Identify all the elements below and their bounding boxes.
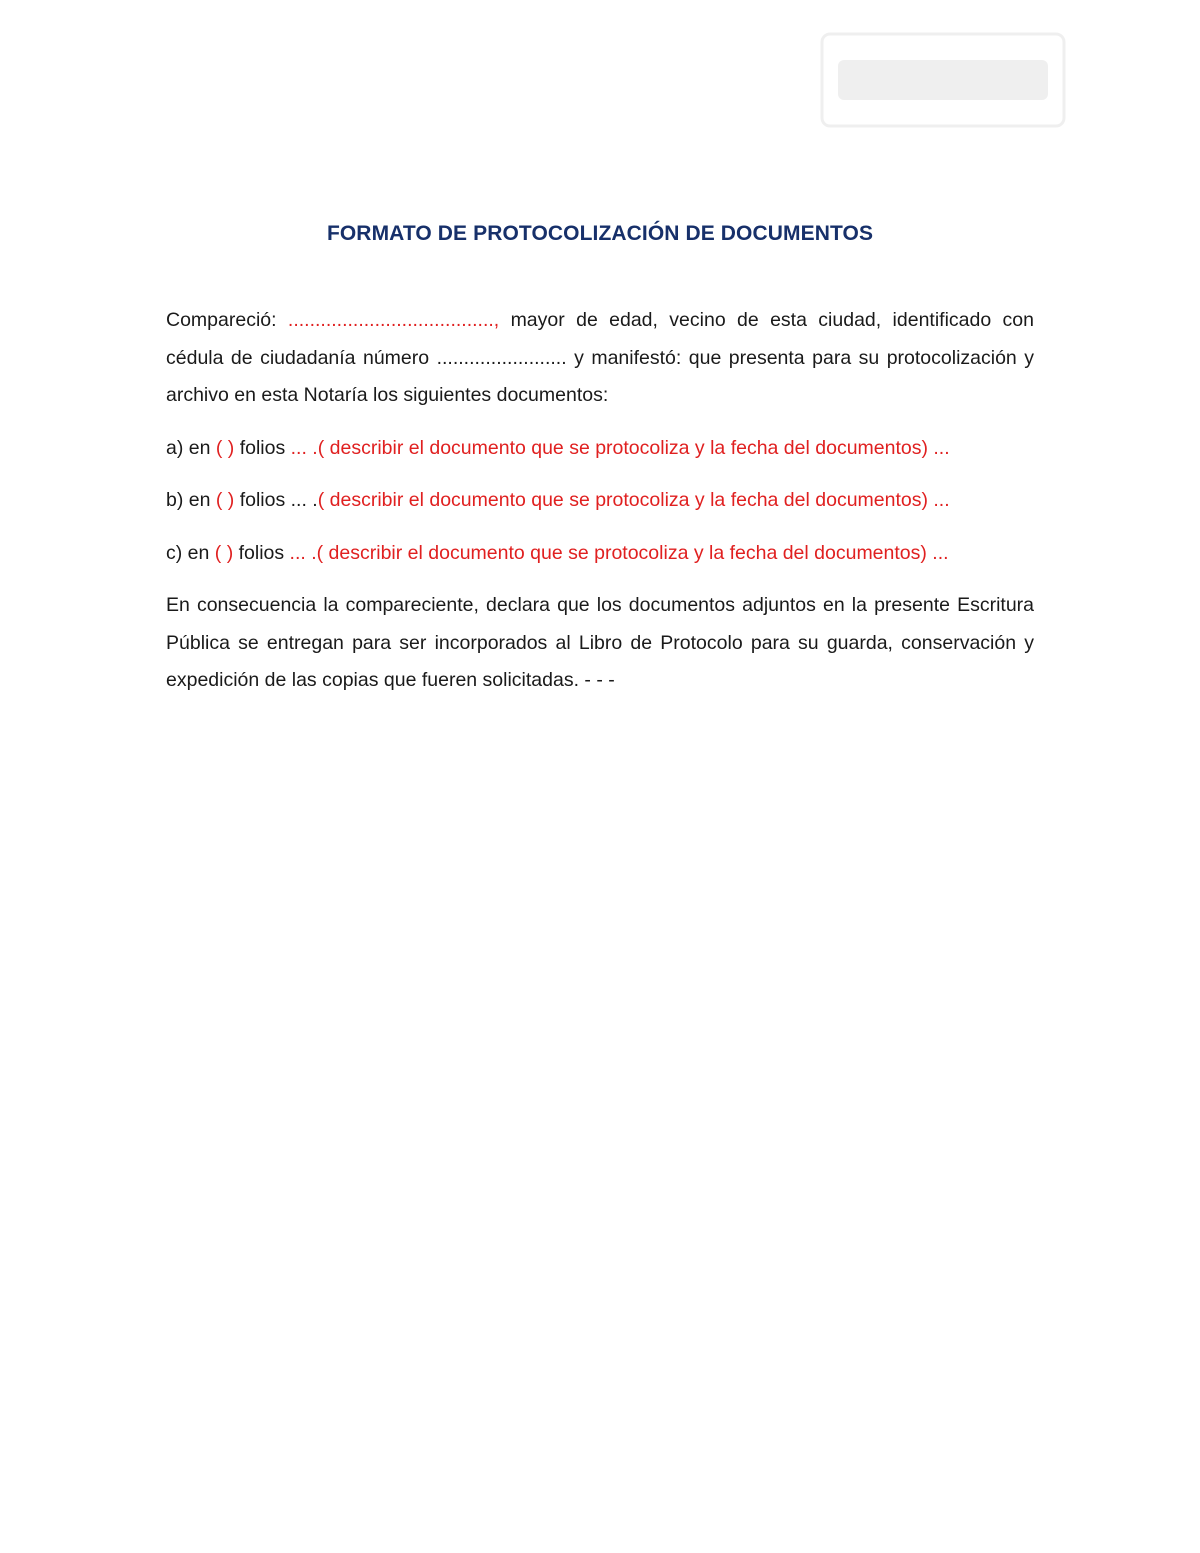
intro-paragraph	[166, 302, 1034, 415]
folio-count-placeholder: ( )	[215, 489, 235, 511]
item-dots: ... .	[290, 489, 318, 511]
document-title: FORMATO DE PROTOCOLIZACIÓN DE DOCUMENTOS	[326, 222, 874, 245]
item-folios-label: folios	[234, 436, 291, 459]
item-description-placeholder: ( describir el documento que se protocoliza y la fecha del documentos) ...	[316, 541, 949, 564]
closing-paragraph: En consecuencia la compareciente, declara que los documentos adjuntos en la presente Escritura Pública se entregan para ser incorporados al Libro de Protocolo para su guarda, conservación y expedición de las copias que fueren solicitadas. - - -	[166, 594, 1034, 691]
list-item	[166, 482, 1034, 520]
item-folios-label: folios	[234, 489, 291, 511]
intro-text-1: mayor de edad, vecino de esta ciudad, identificado con cédula de ciudadanía número	[166, 309, 1034, 369]
list-item	[166, 535, 1034, 573]
item-prefix: c) en	[166, 541, 215, 564]
folio-count-placeholder: ( )	[215, 436, 235, 459]
item-description-placeholder: ( describir el documento que se protocoliza y la fecha del documentos) ...	[317, 489, 950, 511]
item-folios-label: folios	[233, 541, 290, 564]
item-dots: ... .	[290, 436, 318, 459]
item-prefix: b) en	[166, 489, 216, 511]
folio-count-placeholder: ( )	[214, 541, 234, 564]
id-number-placeholder: ........................	[436, 346, 567, 369]
document-body	[166, 302, 1034, 715]
name-placeholder: ......................................,	[287, 309, 500, 331]
list-item	[166, 430, 1034, 468]
watermark-logo-graphic	[818, 30, 1068, 130]
item-description-placeholder: ( describir el documento que se protocoliza y la fecha del documentos) ...	[317, 436, 950, 459]
intro-label: Compareció:	[166, 309, 288, 331]
intro-text-2: y manifestó: que presenta para su protocolización y archivo en esta Notaría los siguientes documentos:	[166, 346, 1035, 406]
item-dots: ... .	[289, 541, 317, 564]
item-prefix: a) en	[166, 436, 216, 459]
watermark-logo	[818, 30, 1068, 130]
